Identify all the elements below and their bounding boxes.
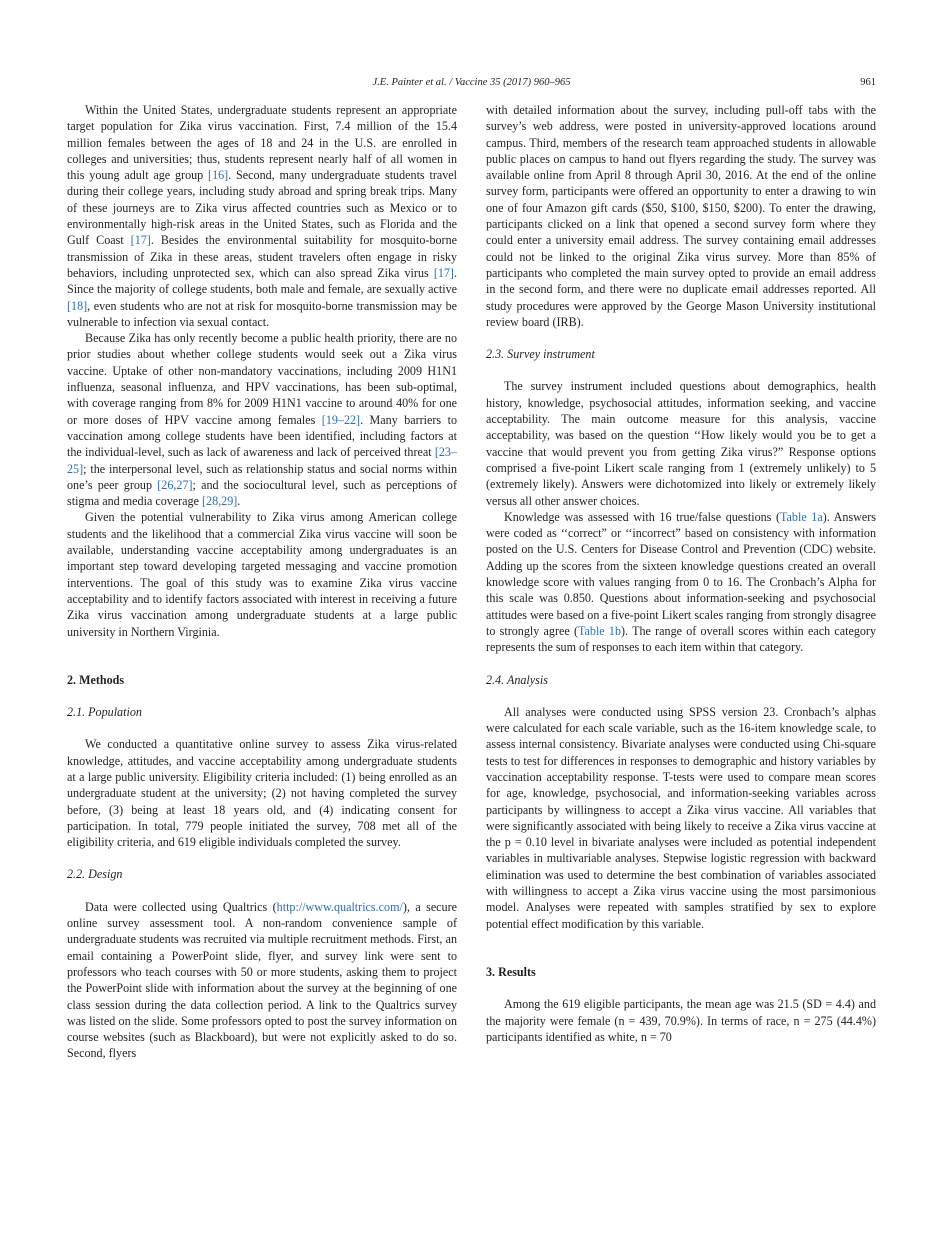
design-paragraph-continued: with detailed information about the survey, including pull-off tabs with the survey’s web address, were posted in university-approved locations around campus. Third, members of the research team approached students in allowable public places on campus to hand out flyers regarding the study. The survey was available online from April 8 through April 30, 2016. At the end of the online survey form, participants were offered an opportunity to enter a drawing to win one of four Amazon gift cards ($50, $100, $150, $200). To enter the drawing, participants clicked on a link that opened a second survey form where they could enter a university email address. The survey containing email addresses could not be linked to the original Zika virus survey. More than 85% of participants who completed the main survey opted to provide an email address in the second form, and there were no duplicate email addresses reported. All study procedures were approved by the George Mason University institutional review board (IRB). [486, 103, 876, 329]
citation-link[interactable]: [18] [67, 298, 88, 313]
population-paragraph: We conducted a quantitative online survey to assess Zika virus-related knowledge, attitudes, and vaccine acceptability among undergraduate students at a large public university. Eligibility criteria included: (1) being enrolled as an undergraduate student at the university; (2) not having completed the survey before, (3) being at least 18 years old, and (4) indicating consent for participation. In total, 779 people initiated the survey, 708 met all of the eligibility criteria, and 619 eligible individuals completed the survey. [67, 737, 457, 850]
right-column [486, 102, 876, 1045]
table-link[interactable]: Table 1a [780, 509, 823, 524]
intro-paragraph-1: Within the United States, undergraduate students represent an appropriate target population for Zika virus vaccination. First, 7.4 million of the 15.4 million females between the ages of 18 and 24 in the U.S. are enrolled in colleges and universities; thus, students represent nearly half of all women in this young adult age group [16]. Second, many undergraduate students travel during their college years, including study abroad and spring break trips. Many of these journeys are to Zika virus affected countries such as Mexico or to environmentally high-risk areas in the United States, such as Florida and the Gulf Coast [17]. Besides the environmental suitability for mosquito-borne transmission of Zika in these areas, student travelers often engage in risky behaviors, including unprotected sex, which can also spread Zika virus [17]. Since the majority of college students, both male and female, are sexually active [18], even students who are not at risk for mosquito-borne transmission may be vulnerable to infection via sexual contact. [67, 103, 457, 329]
left-column [67, 102, 457, 1062]
subsection-heading-design: 2.2. Design [67, 867, 123, 882]
design-paragraph: Data were collected using Qualtrics (http://www.qualtrics.com/), a secure online survey assessment tool. A non-random convenience sample of undergraduate students was recruited via multiple recruitment methods. First, an email containing a PowerPoint slide, flyer, and survey link were sent to professors who teach courses with 50 or more students, asking them to project the PowerPoint slide with information about the survey at the beginning of one class session during the data collection period. A link to the Qualtrics survey was listed on the slide. Some professors opted to post the survey information on course websites (such as Blackboard), but were not explicitly asked to do so. Second, flyers [67, 899, 457, 1061]
citation-link[interactable]: [17] [130, 233, 151, 248]
journal-citation: J.E. Painter et al. / Vaccine 35 (2017) 960–965 [372, 77, 571, 88]
citation-link[interactable]: [19–22] [321, 412, 361, 427]
citation-link[interactable]: [16] [208, 168, 229, 183]
table-link[interactable]: Table 1b [577, 623, 622, 638]
section-heading-methods: 2. Methods [67, 672, 125, 687]
section-heading-results: 3. Results [486, 964, 536, 979]
citation-link[interactable]: [28,29] [202, 494, 238, 509]
analysis-paragraph: All analyses were conducted using SPSS version 23. Cronbach’s alphas were calculated for each scale variable, such as the 16-item knowledge scale, to assess internal consistency. Bivariate analyses were conducted using Chi-square tests to test for differences in responses to demographic and history variables by vaccination acceptability response. T-tests were used to compare mean scores for age, knowledge, psychosocial, and information-seeking variables across participants by willingness to accept a Zika virus vaccine. All variables that were significantly associated with being likely to receive a Zika virus vaccine at the p = 0.10 level in bivariate analyses were included as potential independent variables in multivariable analyses. Stepwise logistic regression with backward elimination was used to determine the best combination of variables associated with willingness to accept a Zika virus vaccine using the most parsimonious model. Analyses were repeated with samples stratified by sex to explore potential effect modification by this variable. [486, 704, 876, 931]
subsection-heading-survey-instrument: 2.3. Survey instrument [486, 347, 595, 362]
results-paragraph: Among the 619 eligible participants, the mean age was 21.5 (SD = 4.4) and the majority were female (n = 439, 70.9%). In terms of race, n = 275 (44.4%) participants identified as white, n = 70 [486, 997, 876, 1044]
running-head [67, 75, 876, 91]
qualtrics-link[interactable]: http://www.qualtrics.com/ [276, 899, 403, 914]
intro-paragraph-3: Given the potential vulnerability to Zika virus among American college students and the likelihood that a commercial Zika virus vaccine will soon be available, understanding vaccine acceptability among undergraduates is an important step toward developing targeted messaging and vaccine promotion interventions. The goal of this study was to examine Zika virus vaccine acceptability and to identify factors associated with interest in receiving a future Zika virus vaccination among undergraduate students at a large public university in Northern Virginia. [67, 510, 457, 639]
instrument-paragraph-1: The survey instrument included questions about demographics, health history, knowledge, psychosocial attitudes, information seeking, and vaccine acceptability. The main outcome measure for this analysis, vaccine acceptability, was based on the question ‘‘How likely would you be to get a vaccine that would prevent you from getting Zika virus?” Response options comprised a five-point Likert scale ranging from 1 (extremely unlikely) to 5 (extremely likely). Answers were dichotomized into likely or extremely likely versus all other answer choices. [486, 379, 876, 508]
subsection-heading-analysis: 2.4. Analysis [486, 672, 548, 687]
citation-link[interactable]: [17] [433, 265, 454, 280]
citation-link[interactable]: [26,27] [157, 477, 193, 492]
citation-link[interactable]: [23–25] [67, 445, 457, 476]
intro-paragraph-2: Because Zika has only recently become a public health priority, there are no prior studies about whether college students would seek out a Zika virus vaccine. Uptake of other non-mandatory vaccinations, including 2009 H1N1 influenza, seasonal influenza, and HPV vaccinations, has been sub-optimal, with coverage ranging from 8% for 2009 H1N1 vaccine to around 40% for one or more doses of HPV vaccine among females [19–22]. Many barriers to vaccination among college students have been identified, including factors at the individual-level, such as lack of awareness and lack of perceived threat [23–25]; the interpersonal level, such as relationship status and social norms within one’s peer group [26,27]; and the sociocultural level, such as perceptions of stigma and media coverage [28,29]. [67, 331, 457, 509]
instrument-paragraph-2: Knowledge was assessed with 16 true/false questions (Table 1a). Answers were coded as ‘‘correct” or ‘‘incorrect” based on consistency with information posted on the U.S. Centers for Disease Control and Prevention (CDC) website. Adding up the scores from the sixteen knowledge questions created an overall knowledge score with values ranging from 0 to 16. The Cronbach’s Alpha for this scale was 0.850. Questions about information-seeking and psychosocial attitudes were based on a five-point Likert scales ranging from strongly disagree to strongly agree (Table 1b). The range of overall scores within each category represents the sum of responses to each item within that category. [486, 509, 877, 655]
page-number: 961 [860, 77, 876, 88]
subsection-heading-population: 2.1. Population [67, 705, 142, 720]
